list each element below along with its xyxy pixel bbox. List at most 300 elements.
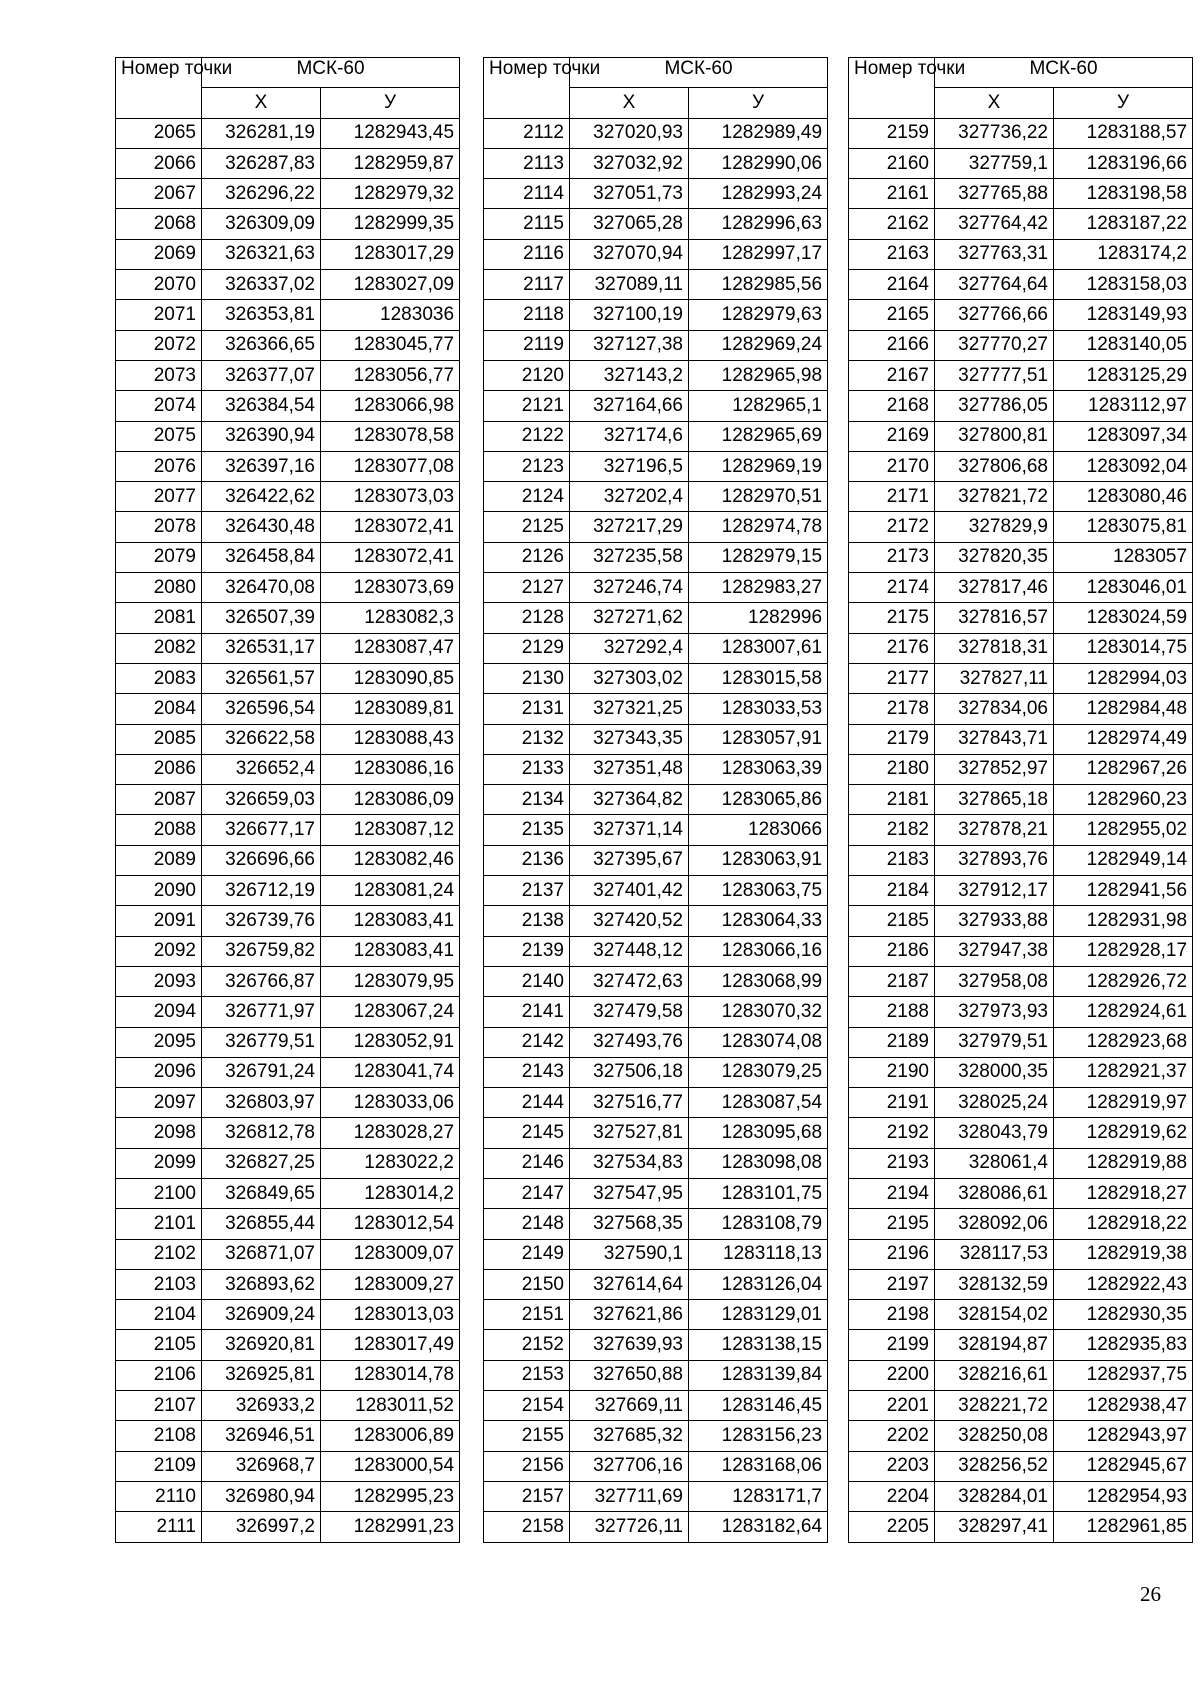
table-row (849, 482, 1193, 512)
x-coordinate-cell: 327351,48 (570, 754, 689, 784)
y-coordinate-cell: 1283083,41 (321, 936, 460, 966)
x-coordinate-cell: 327827,11 (935, 663, 1054, 693)
point-number-cell: 2084 (116, 694, 202, 724)
y-coordinate-cell: 1282970,51 (689, 482, 828, 512)
table-row (849, 633, 1193, 663)
x-coordinate-cell: 326353,81 (202, 300, 321, 330)
y-column-header: У (321, 88, 460, 118)
table-row (849, 300, 1193, 330)
table-row (849, 906, 1193, 936)
y-coordinate-cell: 1283087,54 (689, 1088, 828, 1118)
x-coordinate-cell: 327196,5 (570, 451, 689, 481)
table-row (849, 391, 1193, 421)
table-row (116, 1057, 460, 1087)
point-number-cell: 2191 (849, 1088, 935, 1118)
x-coordinate-cell: 327763,31 (935, 239, 1054, 269)
y-coordinate-cell: 1282922,43 (1054, 1269, 1193, 1299)
table-row (484, 1239, 828, 1269)
point-number-cell: 2176 (849, 633, 935, 663)
x-coordinate-cell: 328250,08 (935, 1421, 1054, 1451)
y-coordinate-cell: 1283112,97 (1054, 391, 1193, 421)
point-number-cell: 2164 (849, 270, 935, 300)
x-coordinate-cell: 326397,16 (202, 451, 321, 481)
table-row (484, 633, 828, 663)
table-row (484, 542, 828, 572)
y-coordinate-cell: 1283056,77 (321, 360, 460, 390)
table-row (849, 936, 1193, 966)
x-coordinate-cell: 327534,83 (570, 1148, 689, 1178)
table-row (116, 876, 460, 906)
table-row (484, 1360, 828, 1390)
table-row (116, 1118, 460, 1148)
y-coordinate-cell: 1283073,03 (321, 482, 460, 512)
y-coordinate-cell: 1283009,07 (321, 1239, 460, 1269)
x-coordinate-cell: 326946,51 (202, 1421, 321, 1451)
point-number-cell: 2139 (484, 936, 570, 966)
x-coordinate-cell: 327089,11 (570, 270, 689, 300)
point-number-cell: 2113 (484, 148, 570, 178)
table-body (484, 118, 828, 1542)
x-coordinate-cell: 326871,07 (202, 1239, 321, 1269)
y-coordinate-cell: 1283079,25 (689, 1057, 828, 1087)
x-coordinate-cell: 326652,4 (202, 754, 321, 784)
table-row (484, 239, 828, 269)
table-row (484, 754, 828, 784)
y-coordinate-cell: 1283028,27 (321, 1118, 460, 1148)
table-row (484, 1178, 828, 1208)
x-coordinate-cell: 328284,01 (935, 1481, 1054, 1511)
table-row (849, 1239, 1193, 1269)
x-coordinate-cell: 327547,95 (570, 1178, 689, 1208)
x-coordinate-cell: 326561,57 (202, 663, 321, 693)
point-number-cell: 2158 (484, 1512, 570, 1542)
point-number-cell: 2089 (116, 845, 202, 875)
point-number-cell: 2184 (849, 876, 935, 906)
table-row (116, 482, 460, 512)
table-row (849, 512, 1193, 542)
point-number-cell: 2162 (849, 209, 935, 239)
point-number-cell: 2066 (116, 148, 202, 178)
table-row (116, 906, 460, 936)
point-number-cell: 2178 (849, 694, 935, 724)
table-row (849, 724, 1193, 754)
y-coordinate-cell: 1283079,95 (321, 966, 460, 996)
x-coordinate-cell: 326925,81 (202, 1360, 321, 1390)
table-row (484, 300, 828, 330)
table-row (116, 936, 460, 966)
table-row (116, 754, 460, 784)
y-coordinate-cell: 1283088,43 (321, 724, 460, 754)
x-coordinate-cell: 328086,61 (935, 1178, 1054, 1208)
point-number-cell: 2098 (116, 1118, 202, 1148)
point-number-cell: 2088 (116, 815, 202, 845)
x-coordinate-cell: 327979,51 (935, 1027, 1054, 1057)
table-row (849, 360, 1193, 390)
table-row (116, 1391, 460, 1421)
x-coordinate-cell: 326470,08 (202, 573, 321, 603)
point-number-cell: 2117 (484, 270, 570, 300)
x-coordinate-cell: 328221,72 (935, 1391, 1054, 1421)
table-row (484, 1088, 828, 1118)
y-coordinate-cell: 1282961,85 (1054, 1512, 1193, 1542)
point-number-cell: 2107 (116, 1391, 202, 1421)
point-number-cell: 2172 (849, 512, 935, 542)
table-row (116, 209, 460, 239)
table-row (116, 1421, 460, 1451)
point-number-cell: 2155 (484, 1421, 570, 1451)
table-row (116, 542, 460, 572)
x-coordinate-cell: 327852,97 (935, 754, 1054, 784)
y-coordinate-cell: 1282943,45 (321, 118, 460, 148)
x-coordinate-cell: 327143,2 (570, 360, 689, 390)
y-coordinate-cell: 1282921,37 (1054, 1057, 1193, 1087)
x-coordinate-cell: 326596,54 (202, 694, 321, 724)
x-coordinate-cell: 327051,73 (570, 179, 689, 209)
y-coordinate-cell: 1283022,2 (321, 1148, 460, 1178)
y-coordinate-cell: 1282991,23 (321, 1512, 460, 1542)
x-coordinate-cell: 328256,52 (935, 1451, 1054, 1481)
point-number-cell: 2122 (484, 421, 570, 451)
table-row (116, 451, 460, 481)
y-coordinate-cell: 1283187,22 (1054, 209, 1193, 239)
table-row (484, 663, 828, 693)
x-coordinate-cell: 326296,22 (202, 179, 321, 209)
table-row (484, 512, 828, 542)
point-number-cell: 2124 (484, 482, 570, 512)
x-coordinate-cell: 327933,88 (935, 906, 1054, 936)
point-number-cell: 2201 (849, 1391, 935, 1421)
table-row (116, 663, 460, 693)
x-coordinate-cell: 327843,71 (935, 724, 1054, 754)
point-number-cell: 2153 (484, 1360, 570, 1390)
point-number-cell: 2081 (116, 603, 202, 633)
y-coordinate-cell: 1283013,03 (321, 1300, 460, 1330)
y-coordinate-cell: 1283012,54 (321, 1209, 460, 1239)
point-number-cell: 2183 (849, 845, 935, 875)
point-number-cell: 2142 (484, 1027, 570, 1057)
y-coordinate-cell: 1283086,09 (321, 785, 460, 815)
y-coordinate-cell: 1282985,56 (689, 270, 828, 300)
table-row (484, 330, 828, 360)
point-number-cell: 2192 (849, 1118, 935, 1148)
x-coordinate-cell: 328132,59 (935, 1269, 1054, 1299)
y-column-header: У (1054, 88, 1193, 118)
point-number-cell: 2079 (116, 542, 202, 572)
table-row (849, 451, 1193, 481)
point-number-cell: 2072 (116, 330, 202, 360)
x-coordinate-cell: 328117,53 (935, 1239, 1054, 1269)
y-coordinate-cell: 1282979,63 (689, 300, 828, 330)
table-row (484, 421, 828, 451)
point-number-cell: 2151 (484, 1300, 570, 1330)
point-number-cell: 2099 (116, 1148, 202, 1178)
y-coordinate-cell: 1283092,04 (1054, 451, 1193, 481)
x-coordinate-cell: 326337,02 (202, 270, 321, 300)
table-row (849, 148, 1193, 178)
x-coordinate-cell: 326309,09 (202, 209, 321, 239)
table-row (116, 1330, 460, 1360)
y-coordinate-cell: 1282969,24 (689, 330, 828, 360)
table-row (849, 330, 1193, 360)
y-coordinate-cell: 1282955,02 (1054, 815, 1193, 845)
table-row (484, 724, 828, 754)
point-number-cell: 2170 (849, 451, 935, 481)
point-number-cell: 2101 (116, 1209, 202, 1239)
table-row (484, 603, 828, 633)
point-number-cell: 2202 (849, 1421, 935, 1451)
table-row (116, 270, 460, 300)
point-number-cell: 2171 (849, 482, 935, 512)
x-coordinate-cell: 326281,19 (202, 118, 321, 148)
x-coordinate-cell: 326712,19 (202, 876, 321, 906)
y-coordinate-cell: 1283063,39 (689, 754, 828, 784)
coordinates-table-1 (115, 57, 460, 1543)
table-row (116, 603, 460, 633)
table-row (116, 239, 460, 269)
x-coordinate-cell: 327174,6 (570, 421, 689, 451)
point-number-cell: 2111 (116, 1512, 202, 1542)
x-coordinate-cell: 327235,58 (570, 542, 689, 572)
y-coordinate-cell: 1282983,27 (689, 573, 828, 603)
x-coordinate-cell: 328297,41 (935, 1512, 1054, 1542)
table-row (116, 997, 460, 1027)
point-number-cell: 2095 (116, 1027, 202, 1057)
point-number-cell: 2074 (116, 391, 202, 421)
point-number-cell: 2175 (849, 603, 935, 633)
y-coordinate-cell: 1283036 (321, 300, 460, 330)
y-coordinate-cell: 1283027,09 (321, 270, 460, 300)
x-coordinate-cell: 327343,35 (570, 724, 689, 754)
y-coordinate-cell: 1283066 (689, 815, 828, 845)
x-coordinate-cell: 327786,05 (935, 391, 1054, 421)
y-coordinate-cell: 1283017,49 (321, 1330, 460, 1360)
x-coordinate-cell: 327759,1 (935, 148, 1054, 178)
x-coordinate-cell: 327568,35 (570, 1209, 689, 1239)
table-row (849, 1269, 1193, 1299)
y-coordinate-cell: 1283082,46 (321, 845, 460, 875)
table-row (484, 815, 828, 845)
table-row (849, 1209, 1193, 1239)
x-coordinate-cell: 326909,24 (202, 1300, 321, 1330)
point-number-cell: 2091 (116, 906, 202, 936)
table-row (484, 1118, 828, 1148)
y-coordinate-cell: 1282965,98 (689, 360, 828, 390)
y-coordinate-cell: 1283014,78 (321, 1360, 460, 1390)
point-number-cell: 2112 (484, 118, 570, 148)
y-coordinate-cell: 1282954,93 (1054, 1481, 1193, 1511)
x-coordinate-cell: 328216,61 (935, 1360, 1054, 1390)
table-row (484, 1391, 828, 1421)
table-row (849, 1057, 1193, 1087)
table-row (116, 118, 460, 148)
y-coordinate-cell: 1283087,47 (321, 633, 460, 663)
x-column-header: Х (202, 88, 321, 118)
table-row (484, 209, 828, 239)
table-row (849, 1300, 1193, 1330)
point-number-cell: 2094 (116, 997, 202, 1027)
x-coordinate-cell: 327217,29 (570, 512, 689, 542)
table-row (849, 1027, 1193, 1057)
table-row (484, 845, 828, 875)
y-coordinate-cell: 1283168,06 (689, 1451, 828, 1481)
y-coordinate-cell: 1283057,91 (689, 724, 828, 754)
y-coordinate-cell: 1282996 (689, 603, 828, 633)
point-number-cell: 2141 (484, 997, 570, 1027)
x-coordinate-cell: 326920,81 (202, 1330, 321, 1360)
table-row (484, 906, 828, 936)
y-coordinate-cell: 1283063,75 (689, 876, 828, 906)
table-row (484, 966, 828, 996)
point-number-cell: 2149 (484, 1239, 570, 1269)
y-coordinate-cell: 1283108,79 (689, 1209, 828, 1239)
x-coordinate-cell: 327806,68 (935, 451, 1054, 481)
table-row (484, 1269, 828, 1299)
y-coordinate-cell: 1282969,19 (689, 451, 828, 481)
y-coordinate-cell: 1283101,75 (689, 1178, 828, 1208)
x-coordinate-cell: 327271,62 (570, 603, 689, 633)
point-number-cell: 2070 (116, 270, 202, 300)
x-coordinate-cell: 327726,11 (570, 1512, 689, 1542)
table-row (116, 694, 460, 724)
point-number-cell: 2182 (849, 815, 935, 845)
point-number-cell: 2180 (849, 754, 935, 784)
y-coordinate-cell: 1282931,98 (1054, 906, 1193, 936)
table-row (116, 724, 460, 754)
x-coordinate-cell: 327401,42 (570, 876, 689, 906)
y-coordinate-cell: 1283014,75 (1054, 633, 1193, 663)
x-coordinate-cell: 327800,81 (935, 421, 1054, 451)
point-number-cell: 2090 (116, 876, 202, 906)
point-number-cell: 2173 (849, 542, 935, 572)
point-number-cell: 2146 (484, 1148, 570, 1178)
table-row (484, 1057, 828, 1087)
coordinates-table-2 (483, 57, 828, 1543)
x-coordinate-cell: 326855,44 (202, 1209, 321, 1239)
y-coordinate-cell: 1283033,53 (689, 694, 828, 724)
table-row (116, 1300, 460, 1330)
y-coordinate-cell: 1283046,01 (1054, 573, 1193, 603)
x-coordinate-cell: 327472,63 (570, 966, 689, 996)
table-row (484, 360, 828, 390)
y-coordinate-cell: 1282994,03 (1054, 663, 1193, 693)
x-coordinate-cell: 326422,62 (202, 482, 321, 512)
table-row (849, 694, 1193, 724)
table-row (849, 1481, 1193, 1511)
table-row (849, 1421, 1193, 1451)
table-row (849, 573, 1193, 603)
y-coordinate-cell: 1282960,23 (1054, 785, 1193, 815)
point-number-cell: 2181 (849, 785, 935, 815)
x-coordinate-cell: 328000,35 (935, 1057, 1054, 1087)
point-number-cell: 2103 (116, 1269, 202, 1299)
table-row (484, 482, 828, 512)
y-coordinate-cell: 1283087,12 (321, 815, 460, 845)
point-number-cell: 2087 (116, 785, 202, 815)
point-number-header: Номер точки (849, 58, 935, 119)
point-number-cell: 2073 (116, 360, 202, 390)
y-coordinate-cell: 1283009,27 (321, 1269, 460, 1299)
x-coordinate-cell: 327816,57 (935, 603, 1054, 633)
y-coordinate-cell: 1282928,17 (1054, 936, 1193, 966)
point-number-cell: 2147 (484, 1178, 570, 1208)
table-row (849, 1451, 1193, 1481)
point-number-cell: 2128 (484, 603, 570, 633)
x-coordinate-cell: 326791,24 (202, 1057, 321, 1087)
point-number-cell: 2154 (484, 1391, 570, 1421)
point-number-cell: 2114 (484, 179, 570, 209)
x-coordinate-cell: 327516,77 (570, 1088, 689, 1118)
point-number-cell: 2123 (484, 451, 570, 481)
table-row (849, 785, 1193, 815)
table-row (484, 270, 828, 300)
x-coordinate-cell: 327818,31 (935, 633, 1054, 663)
y-coordinate-cell: 1283017,29 (321, 239, 460, 269)
y-coordinate-cell: 1283057 (1054, 542, 1193, 572)
point-number-cell: 2108 (116, 1421, 202, 1451)
point-number-cell: 2187 (849, 966, 935, 996)
point-number-cell: 2144 (484, 1088, 570, 1118)
point-number-cell: 2193 (849, 1148, 935, 1178)
x-coordinate-cell: 326827,25 (202, 1148, 321, 1178)
point-number-cell: 2125 (484, 512, 570, 542)
point-number-cell: 2152 (484, 1330, 570, 1360)
point-number-cell: 2076 (116, 451, 202, 481)
y-coordinate-cell: 1283073,69 (321, 573, 460, 603)
point-number-cell: 2163 (849, 239, 935, 269)
x-coordinate-cell: 326458,84 (202, 542, 321, 572)
table-row (849, 1391, 1193, 1421)
point-number-cell: 2203 (849, 1451, 935, 1481)
point-number-cell: 2116 (484, 239, 570, 269)
table-row (116, 815, 460, 845)
table-row (484, 451, 828, 481)
x-coordinate-cell: 327100,19 (570, 300, 689, 330)
x-coordinate-cell: 327736,22 (935, 118, 1054, 148)
point-number-cell: 2093 (116, 966, 202, 996)
x-coordinate-cell: 327127,38 (570, 330, 689, 360)
y-coordinate-cell: 1283188,57 (1054, 118, 1193, 148)
table-row (849, 966, 1193, 996)
x-coordinate-cell: 327764,42 (935, 209, 1054, 239)
x-coordinate-cell: 328194,87 (935, 1330, 1054, 1360)
y-coordinate-cell: 1282965,69 (689, 421, 828, 451)
table-row (116, 1178, 460, 1208)
y-coordinate-cell: 1283072,41 (321, 542, 460, 572)
table-row (116, 512, 460, 542)
point-number-cell: 2186 (849, 936, 935, 966)
point-number-cell: 2129 (484, 633, 570, 663)
y-coordinate-cell: 1283138,15 (689, 1330, 828, 1360)
y-coordinate-cell: 1283024,59 (1054, 603, 1193, 633)
y-coordinate-cell: 1283097,34 (1054, 421, 1193, 451)
y-coordinate-cell: 1283075,81 (1054, 512, 1193, 542)
point-number-cell: 2083 (116, 663, 202, 693)
y-coordinate-cell: 1282959,87 (321, 148, 460, 178)
table-row (116, 1269, 460, 1299)
table-row (116, 360, 460, 390)
point-number-cell: 2119 (484, 330, 570, 360)
x-coordinate-cell: 326779,51 (202, 1027, 321, 1057)
table-row (849, 815, 1193, 845)
point-number-cell: 2120 (484, 360, 570, 390)
table-row (484, 391, 828, 421)
x-coordinate-cell: 327070,94 (570, 239, 689, 269)
x-coordinate-cell: 327527,81 (570, 1118, 689, 1148)
y-coordinate-cell: 1282974,49 (1054, 724, 1193, 754)
table-row (484, 1421, 828, 1451)
page-number: 26 (1140, 1582, 1161, 1606)
y-coordinate-cell: 1283080,46 (1054, 482, 1193, 512)
